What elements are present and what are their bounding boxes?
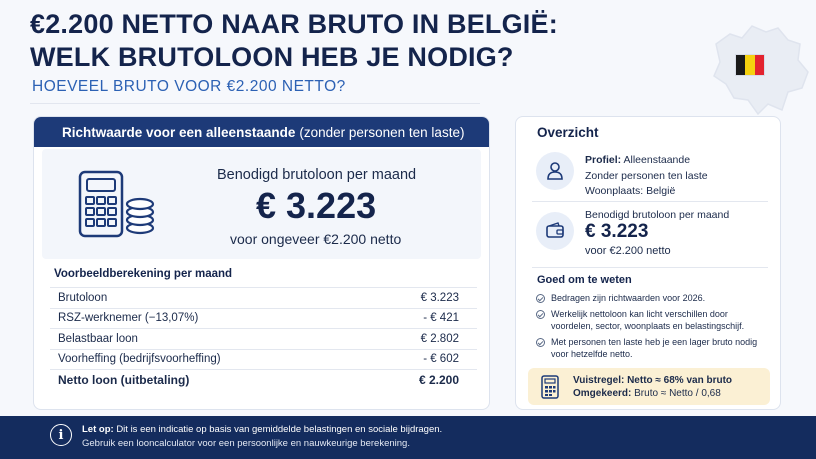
example-title: Voorbeeldberekening per maand <box>54 268 233 280</box>
divider <box>532 267 768 268</box>
footer-note <box>0 416 816 459</box>
divider <box>532 201 768 202</box>
table-row-total: Netto loon (uitbetaling) € 2.200 <box>58 373 459 388</box>
calculator-coins-icon <box>78 170 188 240</box>
person-icon <box>536 152 574 190</box>
rule-of-thumb-box <box>528 368 770 405</box>
net-target-label: voor ongeveer €2.200 netto <box>230 231 402 247</box>
calculation-table <box>50 287 477 391</box>
table-row: RSZ-werknemer (−13,07%) - € 421 <box>50 309 477 330</box>
divider <box>30 103 480 104</box>
list-item: Bedragen zijn richtwaarden voor 2026. <box>536 292 772 305</box>
required-gross-value: € 3.223 <box>256 185 377 226</box>
estimate-card-heading: Richtwaarde voor een alleenstaande (zonder personen ten laste) <box>34 117 489 147</box>
belgium-flag-icon <box>735 54 765 76</box>
required-gross-label: Benodigd brutoloon per maand <box>217 167 417 183</box>
table-row: Brutoloon € 3.223 <box>50 288 477 309</box>
result-panel <box>42 149 481 259</box>
profile-info: Profiel: Alleenstaande Zonder personen ten laste Woonplaats: België <box>585 154 708 197</box>
table-row: Voorheffing (bedrijfsvoorheffing) - € 602 <box>50 350 477 371</box>
list-item: Met personen ten laste heb je een lager bruto nodig voor hetzelfde netto. <box>536 336 772 361</box>
estimate-card <box>33 116 490 410</box>
check-icon <box>536 310 545 319</box>
check-icon <box>536 294 545 303</box>
footer-line-1: Let op: Dit is een indicatie op basis van gemiddelde belastingen en sociale bijdragen. <box>82 424 443 435</box>
footer-line-2: Gebruik een looncalculator voor een persoonlijke en nauwkeurige berekening. <box>82 438 410 449</box>
tips-title: Goed om te weten <box>537 274 632 286</box>
rule-of-thumb-text: Vuistregel: Netto ≈ 68% van bruto Omgekeerd: Bruto ≈ Netto / 0,68 <box>573 375 733 399</box>
list-item: Werkelijk nettoloon kan licht verschillen door voordelen, sector, woonplaats en belastingschijf. <box>536 308 772 333</box>
overview-card <box>515 116 781 410</box>
check-icon <box>536 338 545 347</box>
tips-list <box>536 292 772 364</box>
overview-title: Overzicht <box>537 125 599 140</box>
page-subtitle: HOEVEEL BRUTO VOOR €2.200 NETTO? <box>32 78 346 95</box>
overview-net-label: voor €2.200 netto <box>585 245 671 257</box>
overview-gross-value: € 3.223 <box>585 221 649 242</box>
table-row: Belastbaar loon € 2.802 <box>50 329 477 350</box>
info-icon: i <box>50 424 72 446</box>
calculator-icon <box>541 375 559 399</box>
wallet-icon <box>536 212 574 250</box>
page-title: €2.200 NETTO NAAR BRUTO IN BELGIË: WELK BRUTOLOON HEB JE NODIG? <box>30 9 558 72</box>
overview-gross-label: Benodigd brutoloon per maand <box>585 209 730 221</box>
